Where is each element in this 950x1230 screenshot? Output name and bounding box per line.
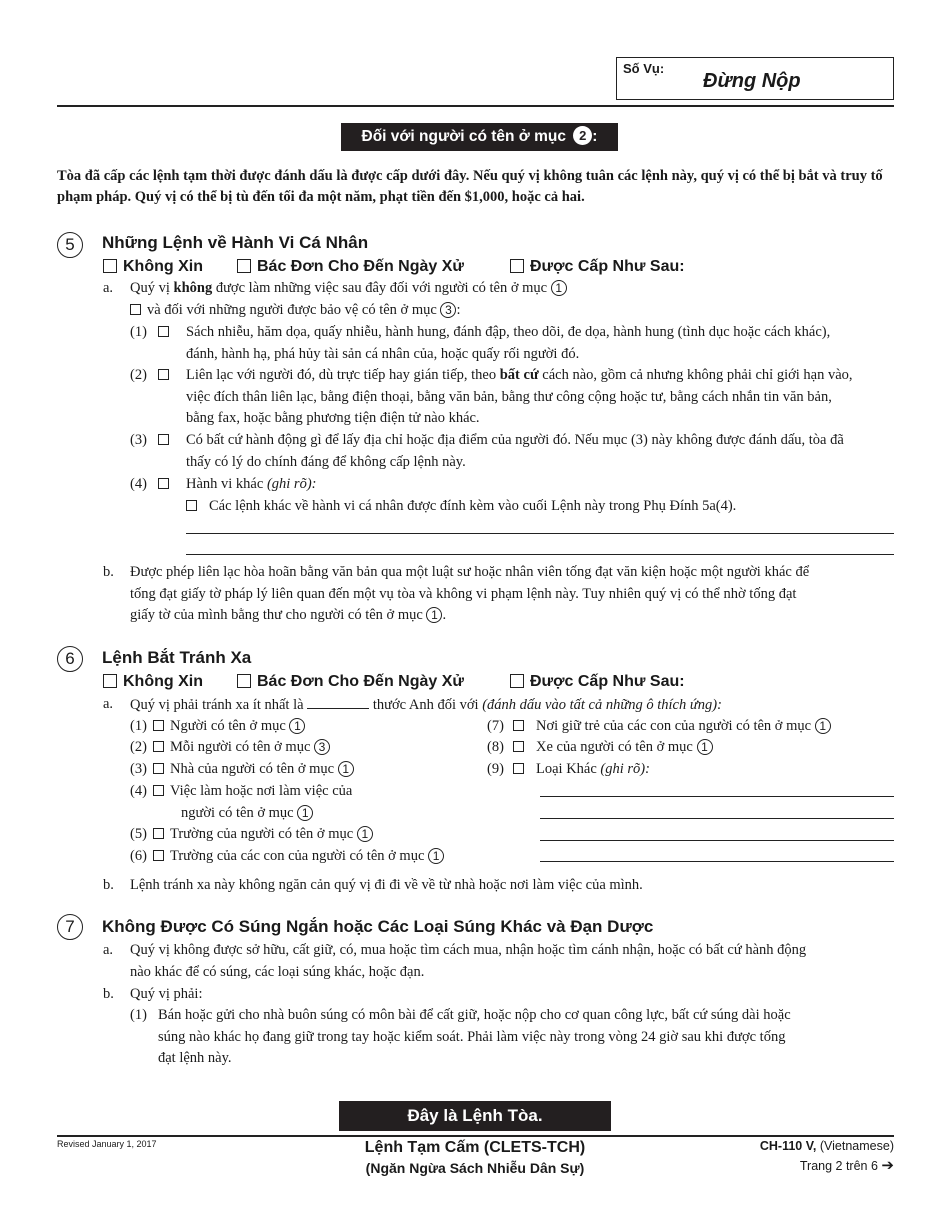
section-5-choice-none[interactable]: Không Xin bbox=[103, 258, 203, 276]
section-7a-letter: a. bbox=[103, 942, 114, 958]
stay-away-item-8[interactable]: (8) Xe của người có tên ở mục 1 bbox=[487, 737, 713, 759]
other-place-line-1[interactable] bbox=[540, 796, 894, 797]
section-7b-item-1-text: Bán hoặc gửi cho nhà buôn súng có môn bài để cất giữ, hoặc nộp cho cơ quan công lực, bất cứ súng dài hoặc súng nào khác họ đang giữ trong tay hoặc kiểm soát. Phải làm việc này trong vòng 24 giờ sau khi được tống đạt lệnh này. bbox=[158, 1007, 791, 1066]
section-5a-item-3-checkbox[interactable] bbox=[158, 430, 175, 452]
section-6-number: 6 bbox=[57, 646, 83, 672]
checkbox[interactable] bbox=[510, 674, 524, 688]
section-6b-text: Lệnh tránh xa này không ngăn cản quý vị đi đi về về từ nhà hoặc nơi làm việc của mình. bbox=[130, 877, 643, 893]
section-5a-also[interactable]: và đối với những người được bảo vệ có tên ở mục 3 : bbox=[130, 300, 460, 322]
section-5a-item-4-checkbox[interactable] bbox=[158, 474, 175, 496]
next-page-arrow-icon: ➔ bbox=[881, 1156, 894, 1174]
checkbox[interactable] bbox=[237, 674, 251, 688]
section-5a-item-1-text: Sách nhiễu, hăm dọa, quấy nhiễu, hành hung, đánh đập, theo dõi, đe dọa, hành hung (tình dục hoặc cách khác), đánh, hành hạ, phá hủy tài sản cá nhân của, hoặc quấy rối người đó. bbox=[186, 324, 831, 362]
section-7b-letter: b. bbox=[103, 986, 114, 1002]
stay-away-item-1[interactable]: (1) Người có tên ở mục 1 bbox=[130, 716, 305, 738]
form-title: Lệnh Tạm Cấm (CLETS-TCH) bbox=[364, 1139, 586, 1156]
checkbox[interactable] bbox=[153, 785, 164, 796]
other-place-line-3[interactable] bbox=[540, 840, 894, 841]
section-5a-item-3-number: (3) bbox=[130, 432, 147, 448]
section-5-choice-granted[interactable]: Được Cấp Như Sau: bbox=[510, 258, 685, 276]
checkbox[interactable] bbox=[153, 720, 164, 731]
checkbox[interactable] bbox=[158, 434, 169, 445]
party-banner-text: Đối với người có tên ở mục bbox=[361, 128, 566, 145]
checkbox[interactable] bbox=[103, 674, 117, 688]
section-6a-letter: a. bbox=[103, 696, 114, 712]
section-6-choice-denied[interactable]: Bác Đơn Cho Đến Ngày Xử bbox=[237, 673, 464, 691]
case-number-box bbox=[616, 57, 894, 100]
item-1-circle-icon: 1 bbox=[357, 826, 373, 842]
item-1-circle-icon: 1 bbox=[289, 718, 305, 734]
checkbox[interactable] bbox=[130, 304, 141, 315]
checkbox[interactable] bbox=[510, 259, 524, 273]
checkbox[interactable] bbox=[186, 500, 197, 511]
item-1-circle-icon: 1 bbox=[697, 739, 713, 755]
section-6-choice-none[interactable]: Không Xin bbox=[103, 673, 203, 691]
other-behavior-line-1[interactable] bbox=[186, 533, 894, 534]
page-number: Trang 2 trên 6 ➔ bbox=[799, 1156, 894, 1174]
case-number-value: Đừng Nộp bbox=[703, 70, 801, 92]
stay-away-item-4-cont: người có tên ở mục 1 bbox=[181, 803, 313, 825]
section-5b-letter: b. bbox=[103, 564, 114, 580]
section-5-choice-denied[interactable]: Bác Đơn Cho Đến Ngày Xử bbox=[237, 258, 464, 276]
item-1-circle-icon: 1 bbox=[551, 280, 567, 296]
footer-rule bbox=[57, 1135, 894, 1137]
other-behavior-line-2[interactable] bbox=[186, 554, 894, 555]
checkbox[interactable] bbox=[237, 259, 251, 273]
section-5-number: 5 bbox=[57, 232, 83, 258]
header-rule bbox=[57, 105, 894, 107]
distance-yards-field[interactable] bbox=[307, 694, 369, 709]
section-6b-letter: b. bbox=[103, 877, 114, 893]
party-banner-number-icon: 2 bbox=[573, 126, 592, 145]
checkbox[interactable] bbox=[103, 259, 117, 273]
section-5a-item-3-text: Có bất cứ hành động gì để lấy địa chỉ hoặc địa điểm của người đó. Nếu mục (3) này không được đánh dấu, tòa đã thấy có lý do chính đáng để không cấp lệnh này. bbox=[186, 432, 844, 470]
checkbox[interactable] bbox=[513, 741, 524, 752]
section-5a-item-4-number: (4) bbox=[130, 476, 147, 492]
section-5b-text: Được phép liên lạc hòa hoãn bằng văn bản qua một luật sư hoặc nhân viên tống đạt văn kiện hoặc một người khác để tống đạt giấy tờ pháp lý liên quan đến một vụ tòa và không vi phạm lệnh này. Tuy nhiên quý vị có thể nhờ tống đạt giấy tờ của mình bằng thư cho người có tên ở mục 1 . bbox=[130, 564, 810, 623]
section-6-title: Lệnh Bắt Tránh Xa bbox=[102, 648, 252, 667]
stay-away-item-3[interactable]: (3) Nhà của người có tên ở mục 1 bbox=[130, 759, 354, 781]
form-subtitle: (Ngăn Ngừa Sách Nhiễu Dân Sự) bbox=[365, 1160, 585, 1176]
item-3-circle-icon: 3 bbox=[440, 302, 456, 318]
checkbox[interactable] bbox=[153, 763, 164, 774]
checkbox[interactable] bbox=[158, 326, 169, 337]
stay-away-item-6[interactable]: (6) Trường của các con của người có tên ở mục 1 bbox=[130, 846, 444, 868]
stay-away-item-9[interactable]: (9) Loại Khác (ghi rõ): bbox=[487, 761, 650, 777]
revised-date: Revised January 1, 2017 bbox=[57, 1139, 157, 1149]
section-5a-letter: a. bbox=[103, 280, 114, 296]
checkbox[interactable] bbox=[158, 369, 169, 380]
section-5a-item-2-text: Liên lạc với người đó, dù trực tiếp hay gián tiếp, theo bất cứ cách nào, gồm cả nhưng không phải chỉ giới hạn vào, việc đích thân liên lạc, bằng điện thoại, bằng văn bản, bằng thư công cộng hoặc tư, bằng cách nhắn tin văn bản, bằng fax, hoặc bằng phương tiện điện tử nào khác. bbox=[186, 367, 853, 426]
section-6a-text: Quý vị phải tránh xa ít nhất là thước Anh đối với (đánh dấu vào tất cả những ô thích ứng): bbox=[130, 694, 722, 717]
section-5a-item-2-number: (2) bbox=[130, 367, 147, 383]
stay-away-item-7[interactable]: (7) Nơi giữ trẻ của các con của người có tên ở mục 1 bbox=[487, 716, 831, 738]
item-1-circle-icon: 1 bbox=[426, 607, 442, 623]
stay-away-item-5[interactable]: (5) Trường của người có tên ở mục 1 bbox=[130, 824, 373, 846]
section-7-number: 7 bbox=[57, 914, 83, 940]
court-order-banner: Đây là Lệnh Tòa. bbox=[339, 1101, 611, 1131]
section-5a-item-1-number: (1) bbox=[130, 324, 147, 340]
checkbox[interactable] bbox=[153, 828, 164, 839]
intro-paragraph: Tòa đã cấp các lệnh tạm thời được đánh dấu là được cấp dưới đây. Nếu quý vị không tuân các lệnh này, quý vị có thể bị bắt và truy tố phạm pháp. Quý vị có thể bị tù đến tối đa một năm, phạt tiền đến $1,000, hoặc cả hai. bbox=[57, 168, 883, 205]
stay-away-item-4[interactable]: (4) Việc làm hoặc nơi làm việc của bbox=[130, 783, 353, 799]
section-5a-item-4-attachment[interactable]: Các lệnh khác về hành vi cá nhân được đính kèm vào cuối Lệnh này trong Phụ Đính 5a(4). bbox=[186, 496, 736, 518]
section-7b-text: Quý vị phải: bbox=[130, 986, 203, 1002]
item-3-circle-icon: 3 bbox=[314, 739, 330, 755]
checkbox[interactable] bbox=[513, 763, 524, 774]
form-code: CH-110 V, (Vietnamese) bbox=[759, 1139, 894, 1153]
section-7-title: Không Được Có Súng Ngắn hoặc Các Loại Súng Khác và Đạn Dược bbox=[102, 917, 654, 936]
section-5-title: Những Lệnh về Hành Vi Cá Nhân bbox=[102, 233, 369, 252]
section-5a-item-4-text: Hành vi khác (ghi rõ): bbox=[186, 476, 317, 492]
checkbox[interactable] bbox=[153, 850, 164, 861]
stay-away-item-2[interactable]: (2) Mỗi người có tên ở mục 3 bbox=[130, 737, 330, 759]
section-5a-item-2-checkbox[interactable] bbox=[158, 365, 175, 387]
other-place-line-2[interactable] bbox=[540, 818, 894, 819]
party-banner: Đối với người có tên ở mục 2 : bbox=[341, 123, 618, 151]
section-6-choice-granted[interactable]: Được Cấp Như Sau: bbox=[510, 673, 685, 691]
case-number-label: Số Vụ: bbox=[623, 61, 665, 76]
section-5a-text: Quý vị không được làm những việc sau đây đối với người có tên ở mục 1 bbox=[130, 278, 567, 300]
item-1-circle-icon: 1 bbox=[338, 761, 354, 777]
item-1-circle-icon: 1 bbox=[815, 718, 831, 734]
other-place-line-4[interactable] bbox=[540, 861, 894, 862]
item-1-circle-icon: 1 bbox=[428, 848, 444, 864]
section-7a-text: Quý vị không được sở hữu, cất giữ, có, mua hoặc tìm cách mua, nhận hoặc tìm cánh nhận, hoặc có bất cứ hành động nào khác để có súng, các loại súng khác, hoặc đạn. bbox=[130, 942, 807, 980]
checkbox[interactable] bbox=[153, 741, 164, 752]
section-5a-item-1-checkbox[interactable] bbox=[158, 322, 175, 344]
checkbox[interactable] bbox=[513, 720, 524, 731]
section-7b-item-1-number: (1) bbox=[130, 1007, 147, 1023]
checkbox[interactable] bbox=[158, 478, 169, 489]
item-1-circle-icon: 1 bbox=[297, 805, 313, 821]
